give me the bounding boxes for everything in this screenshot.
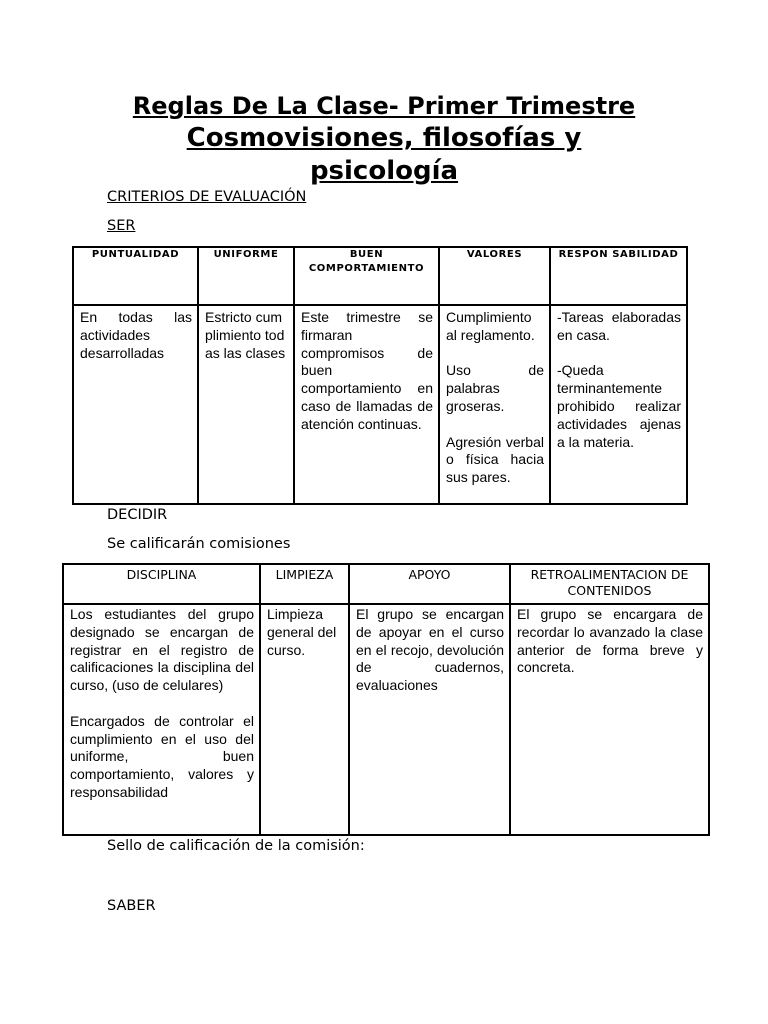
cell-limpieza xyxy=(260,604,349,835)
document-title: Reglas De La Clase- Primer Trimestre xyxy=(132,92,636,120)
course-title-line-1: Cosmovisiones, filosofías y xyxy=(186,123,582,153)
decidir-table xyxy=(62,563,710,836)
cell-apoyo xyxy=(349,604,510,835)
table-header-row xyxy=(63,564,709,604)
cell-text: Uso de palabras groseras. xyxy=(446,362,544,414)
decidir-heading: DECIDIR xyxy=(107,507,168,523)
header-buen-comportamiento: BUEN COMPORTAMIENTO xyxy=(294,247,439,305)
header-apoyo: APOYO xyxy=(349,564,510,604)
cell-text: Los estudiantes del grupo designado se encargan de registrar en el registro de calificaciones la disciplina del curso, (uso de celulares) xyxy=(70,606,254,694)
cell-responsabilidad xyxy=(550,305,687,504)
cell-text: Cumplimiento al reglamento. xyxy=(446,309,535,343)
cell-text: El grupo se encargara de recordar lo avanzado la clase anterior de forma breve y concreta. xyxy=(517,606,703,676)
cell-valores xyxy=(439,305,550,504)
header-limpieza: LIMPIEZA xyxy=(260,564,349,604)
cell-buen-comportamiento xyxy=(294,305,439,504)
table-header-row xyxy=(73,247,687,305)
cell-uniforme xyxy=(198,305,294,504)
cell-disciplina xyxy=(63,604,260,835)
decidir-subtitle: Se calificarán comisiones xyxy=(107,536,291,552)
ser-table xyxy=(72,246,688,505)
cell-puntualidad xyxy=(73,305,198,504)
header-responsabilidad: RESPON SABILIDAD xyxy=(550,247,687,305)
cell-text: -Tareas elaboradas en casa. xyxy=(557,309,681,343)
cell-text: -Queda terminantemente prohibido realizar actividades ajenas a la materia. xyxy=(557,362,681,450)
course-title-line-2: psicología xyxy=(309,156,459,186)
header-puntualidad: PUNTUALIDAD xyxy=(73,247,198,305)
cell-text: En todas las actividades desarrolladas xyxy=(80,309,192,361)
cell-text: Encargados de controlar el cumplimiento en el uso del uniforme, buen comportamiento, valores y responsabilidad xyxy=(70,712,254,800)
cell-text: Estricto cumplimiento todas las clases xyxy=(205,309,286,361)
saber-heading: SABER xyxy=(107,898,156,914)
criterios-heading: CRITERIOS DE EVALUACIÓN xyxy=(107,189,307,205)
header-valores: VALORES xyxy=(439,247,550,305)
header-disciplina: DISCIPLINA xyxy=(63,564,260,604)
header-uniforme: UNIFORME xyxy=(198,247,294,305)
header-retroalimentacion: RETROALIMENTACION DE CONTENIDOS xyxy=(510,564,709,604)
cell-text: Agresión verbal o física hacia sus pares. xyxy=(446,433,544,486)
ser-heading: SER xyxy=(107,218,136,234)
cell-text: Limpieza general del curso. xyxy=(267,606,337,658)
cell-text: Este trimestre se firmaran compromisos de buen comportamiento en caso de llamadas de atención continuas. xyxy=(301,309,433,432)
table-row xyxy=(73,305,687,504)
cell-text: El grupo se encargan de apoyar en el curso en el recojo, devolución de cuadernos, evaluaciones xyxy=(356,606,504,694)
sello-label: Sello de calificación de la comisión: xyxy=(107,838,365,854)
table-row xyxy=(63,604,709,835)
cell-retroalimentacion xyxy=(510,604,709,835)
